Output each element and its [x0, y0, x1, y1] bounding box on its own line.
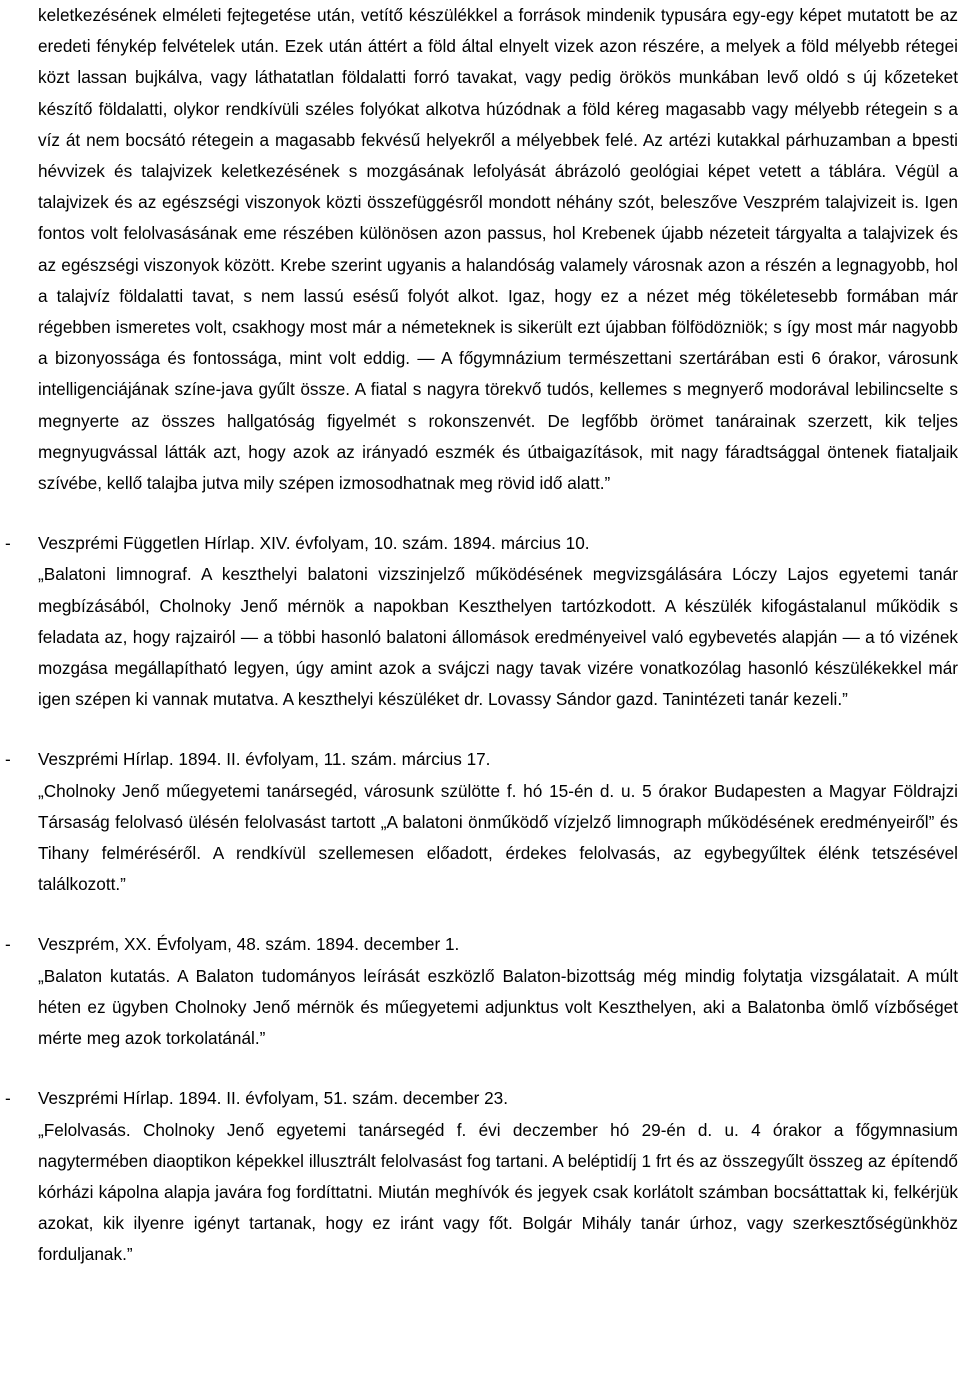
entry-0	[5, 528, 958, 715]
list-dash: -	[5, 934, 11, 955]
document-page	[5, 0, 958, 1271]
entry-text: „Balatoni limnograf. A keszthelyi balatoni vizszinjelző működésének megvizsgálására Lóczy Lajos egyetemi tanár megbízásából, Cholnoky Jenő mérnök a napokban Keszthelyen tartózkodott. A készülék kifogástalanul működik s feladata az, hogy rajzairól ― a többi hasonló balatoni állomások eredményeivel való egybevetés alapján ― a tó vizének mozgása megállapítható legyen, úgy amint azok a svájczi nagy tavak vizére vonatkozólag hasonló készülékekkel már igen szépen ki vannak mutatva. A keszthelyi készüléket dr. Lovassy Sándor gazd. Tanintézeti tanár kezeli.”	[38, 564, 958, 710]
entry-3	[5, 1083, 958, 1270]
entry-source: Veszprémi Hírlap. 1894. II. évfolyam, 11. szám. március 17.	[38, 749, 491, 770]
entry-text: „Balaton kutatás. A Balaton tudományos leírását eszközlő Balaton-bizottság még mindig folytatja vizsgálatait. A múlt héten ez ügyben Cholnoky Jenő mérnök és műegyetemi adjunktus volt Keszthelyen, aki a Balatonba ömlő vízbőséget mérte meg azok torkolatánál.”	[38, 965, 958, 1049]
list-dash: -	[5, 749, 11, 770]
entry-1	[5, 744, 958, 900]
entry-text: „Cholnoky Jenő műegyetemi tanársegéd, városunk szülötte f. hó 15-én d. u. 5 órakor Budapesten a Magyar Földrajzi Társaság felolvasó ülésén felolvasást tartott „A balatoni önműködő vízjelző limnograph működésének eredményeiről” és Tihany felméréséről. A rendkívül szellemesen előadott, érdekes felolvasás, az egybegyűltek élénk tetszésével találkozott.”	[38, 780, 958, 895]
entry-source: Veszprémi Hírlap. 1894. II. évfolyam, 51. szám. december 23.	[38, 1088, 509, 1109]
list-dash: -	[5, 1088, 11, 1109]
entry-2	[5, 929, 958, 1054]
list-dash: -	[5, 533, 11, 554]
intro-paragraph: keletkezésének elméleti fejtegetése után, vetítő készülékkel a források mindenik typusára egy-egy képet mutatott be az eredeti fénykép felvételek után. Ezek után áttért a föld által elnyelt vizek azon részére, a melyek a föld mélyebb rétegei közt lassan bujkálva, vagy láthatatlan földalatti forró tavakat, vagy pedig örökös munkában levő oldó s új kőzeteket készítő földalatti, olykor rendkívüli széles folyókat alkotva húzódnak a föld kéreg magasabb vagy mélyebb rétegein s a víz át nem bocsátó rétegein a magasabb fekvésű helyekről a mélyebbek felé. Az artézi kutakkal párhuzamban a bpesti hévvizek és talajvizek keletkezésének s mozgásának lefolyását ábrázoló geológiai képet vetett a táblára. Végül a talajvizek és az egészségi viszonyok közti összefüggésről mondott néhány szót, beleszőve Veszprém talajvizeit is. Igen fontos volt felolvasásának eme részében különösen azon passus, hol Krebenek újabb nézeteit tárgyalta a talajvizek és az egészségi viszonyok között. Krebe szerint ugyanis a halandóság valamely városnak azon a részén a legnagyobb, hol a talajvíz földalatti tavat, s nem lassú esésű folyót alkot. Igaz, hogy ez a nézet még tökéletesebb formában már régebben ismeretes volt, csakhogy most már a németeknek is sikerült ezt újabban fölfödözniök; s így most már nagyobb a bizonyossága és fontossága, mint volt eddig. ― A főgymnázium természettani szertárában esti 6 órakor, városunk intelligenciájának színe-java gyűlt össze. A fiatal s nagyra törekvő tudós, kellemes s megnyerő modorával lebilincselte s megnyerte az összes hallgatóság figyelmét s rokonszenvét. De legfőbb örömet tanárainak szerzett, kik teljes megnyugvással látták azt, hogy azok az irányadó eszmék és útbaigazítások, mit nagy fáradtsággal öntenek fiataljaik szívébe, kellő talajba jutva mily szépen izmosodhatnak meg rövid idő alatt.”	[38, 5, 958, 494]
entry-text: „Felolvasás. Cholnoky Jenő egyetemi tanársegéd f. évi deczember hó 29-én d. u. 4 órakor a főgymnasium nagytermében diaoptikon képekkel illusztrált felolvasást fog tartani. A beléptidíj 1 frt és az összegyűlt összeg az építendő kórházi kápolna alapja javára fog fordíttatni. Miután meghívók és jegyek csak korlátolt számban bocsáttattak ki, felkérjük azokat, kik ilyenre igényt tartanak, hogy ez iránt vagy főt. Bolgár Mihály tanár úrhoz, vagy szerkesztőségünkhöz forduljanak.”	[38, 1119, 958, 1265]
entry-source: Veszprémi Független Hírlap. XIV. évfolyam, 10. szám. 1894. március 10.	[38, 533, 590, 554]
entry-source: Veszprém, XX. Évfolyam, 48. szám. 1894. december 1.	[38, 934, 460, 955]
